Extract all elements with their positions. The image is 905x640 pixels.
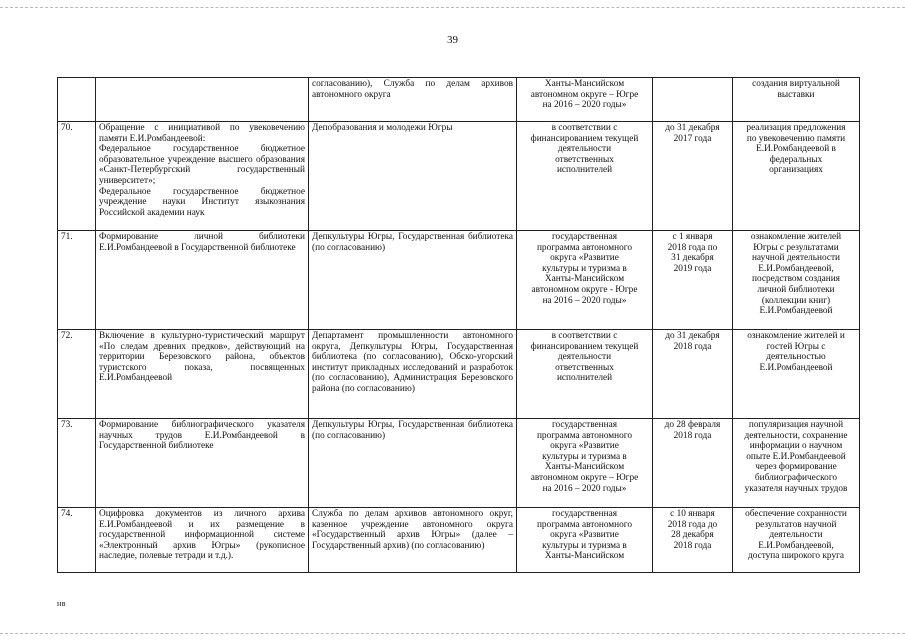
row-number [58,78,96,122]
financing-cell: Ханты-Мансийском автономном округе – Югре на 2016 – 2020 годы» [517,78,653,122]
result-cell: обеспечение сохранности результатов научной деятельности Е.И.Ромбандеевой, доступа широкого круга [733,508,860,573]
financing-cell: государственная программа автономного округа «Развитие культуры и туризма в Ханты-Мансийском автономном округе - Югре на 2016 – 2020 годы» [517,231,653,330]
executors-cell: Депкультуры Югры, Государственная библиотека (по согласованию) [309,231,517,330]
table-row [58,78,860,122]
row-number: 70. [58,122,96,231]
financing-cell: в соответствии с финансированием текущей деятельности ответственных исполнителей [517,122,653,231]
deadline-cell: до 28 февраля 2018 года [653,419,733,508]
deadline-cell: до 31 декабря 2017 года [653,122,733,231]
deadline-cell [653,78,733,122]
executors-cell: Служба по делам архивов автономного округ, казенное учреждение автономного округа «Государственный архив Югры» (далее – Государственный архив) (по согласованию) [309,508,517,573]
result-cell: реализация предложения по увековечению памяти Е.И.Ромбандеевой в федеральных организациях [733,122,860,231]
financing-cell: в соответствии с финансированием текущей деятельности ответственных исполнителей [517,330,653,419]
event-cell: Включение в культурно-туристический маршрут «По следам древних предков», действующий на территории Березовского района, объектов туристского показа, посвященных Е.И.Ромбандеевой [96,330,309,419]
table-row [58,330,860,419]
result-cell: ознакомление жителей Югры с результатами научной деятельности Е.И.Ромбандеевой, посредством создания личной библиотеки (коллекции книг) Е.И.Ромбандеевой [733,231,860,330]
event-cell: Формирование библиографического указателя научных трудов Е.И.Ромбандеевой в Государственной библиотеке [96,419,309,508]
scan-edge-top [0,7,905,8]
executors-cell: Депобразования и молодежи Югры [309,122,517,231]
table-row [58,508,860,573]
result-cell: ознакомление жителей и гостей Югры с деятельностью Е.И.Ромбандеевой [733,330,860,419]
result-cell: создания виртуальной выставки [733,78,860,122]
result-cell: популяризация научной деятельности, сохранение информации о научном опыте Е.И.Ромбандеевой через формирование библиографического указателя научных трудов [733,419,860,508]
row-number: 73. [58,419,96,508]
deadline-cell: с 1 января 2018 года по 31 декабря 2019 года [653,231,733,330]
event-cell: Обращение с инициативой по увековечению памяти Е.И.Ромбандеевой: Федеральное государственное бюджетное образовательное учреждение высшего образования «Санкт-Петербургский государственный университет»; Федеральное государственное бюджетное учреждение науки Институт языкознания Российской академии наук [96,122,309,231]
deadline-cell: с 10 января 2018 года до 28 декабря 2018 года [653,508,733,573]
financing-cell: государственная программа автономного округа «Развитие культуры и туризма в Ханты-Мансийском [517,508,653,573]
executors-cell: Департамент промышленности автономного округа, Депкультуры Югры, Государственная библиотека (по согласованию), Обско-угорский институт прикладных исследований и разработок (по согласованию), Администрация Березовского района (по согласованию) [309,330,517,419]
footer-mark: нв [57,599,67,608]
page-number: 39 [447,34,458,46]
event-cell [96,78,309,122]
event-cell: Оцифровка документов из личного архива Е.И.Ромбандеевой и их размещение в государственной информационной системе «Электронный архив Югры» (рукописное наследие, полевые тетради и т.д.). [96,508,309,573]
scan-edge-bottom [0,633,905,634]
row-number: 72. [58,330,96,419]
row-number: 71. [58,231,96,330]
action-plan-table [57,77,860,573]
table-row [58,231,860,330]
executors-cell: согласованию), Служба по делам архивов автономного округа [309,78,517,122]
event-cell: Формирование личной библиотеки Е.И.Ромбандеевой в Государственной библиотеке [96,231,309,330]
deadline-cell: до 31 декабря 2018 года [653,330,733,419]
table-row [58,419,860,508]
table-row [58,122,860,231]
executors-cell: Депкультуры Югры, Государственная библиотека (по согласованию) [309,419,517,508]
row-number: 74. [58,508,96,573]
financing-cell: государственная программа автономного округа «Развитие культуры и туризма в Ханты-Мансийском автономном округе – Югре на 2016 – 2020 годы» [517,419,653,508]
